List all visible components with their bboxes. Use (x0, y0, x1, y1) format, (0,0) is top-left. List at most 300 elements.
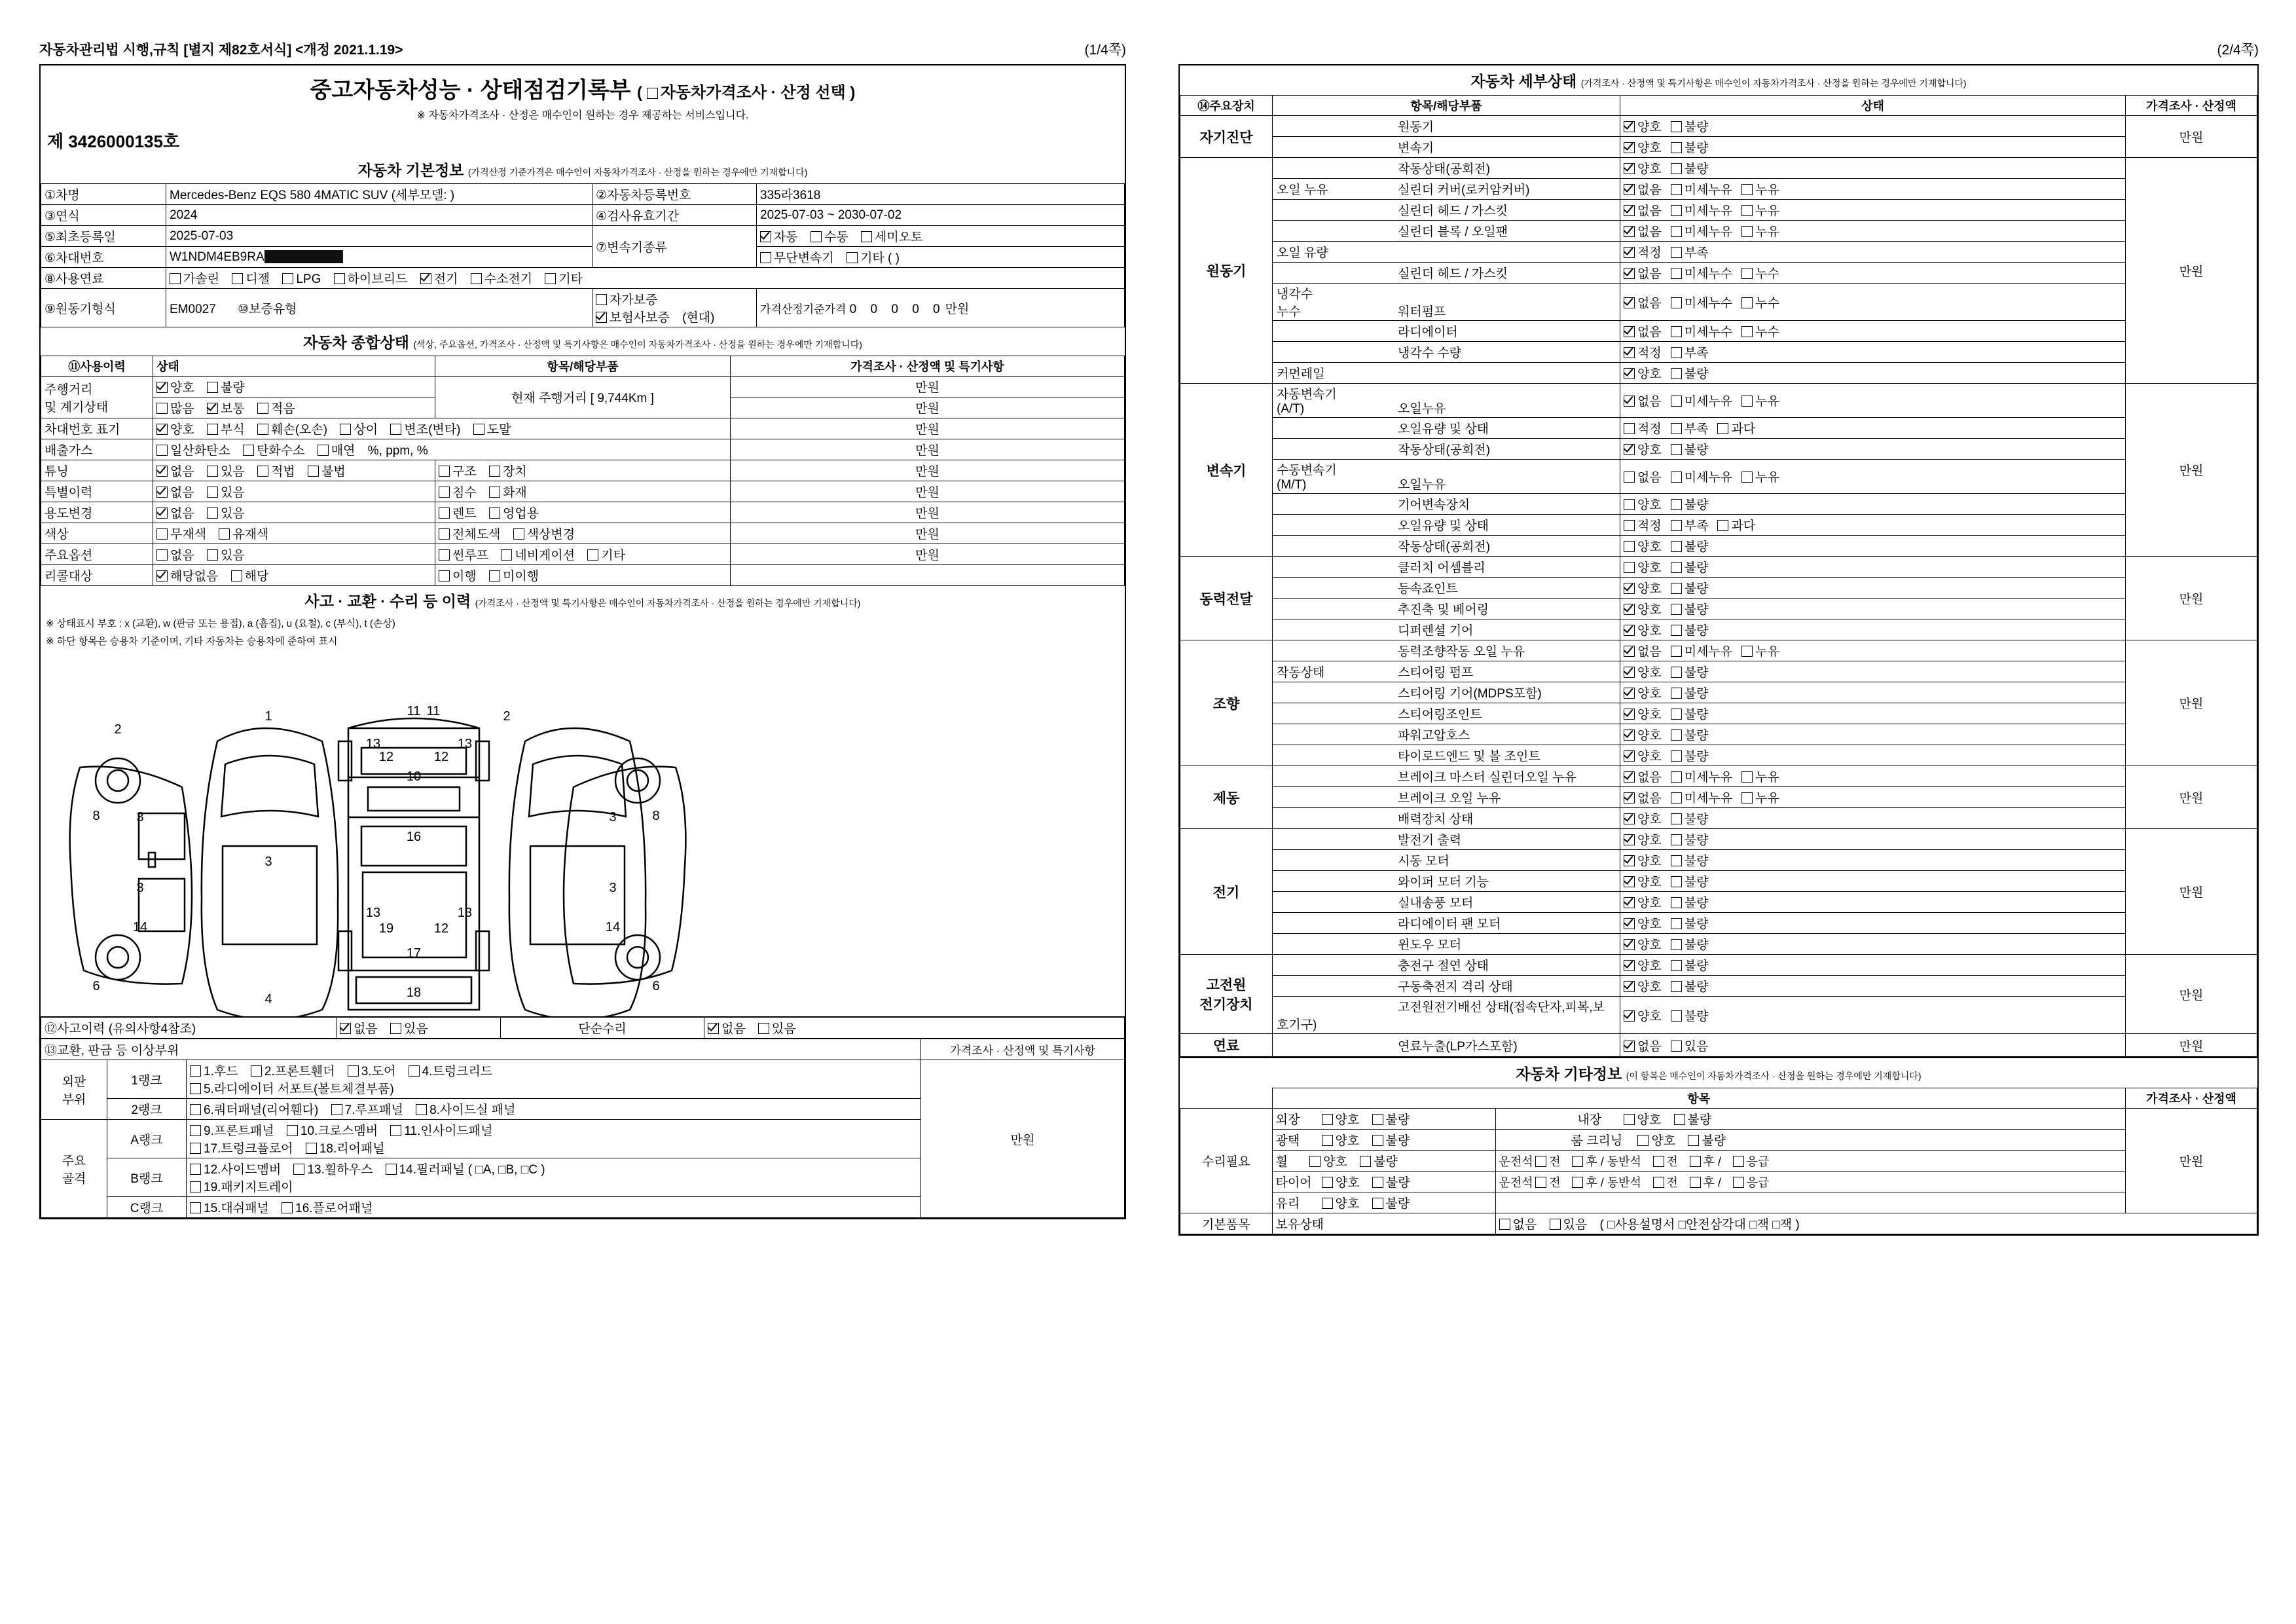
checkbox[interactable] (156, 487, 168, 498)
checkbox[interactable] (1322, 1135, 1333, 1146)
checkbox[interactable] (1733, 1156, 1744, 1167)
checkbox[interactable] (596, 294, 607, 305)
state-option[interactable]: 양호 (1624, 579, 1662, 597)
checkbox[interactable] (1671, 709, 1682, 720)
state-option[interactable]: 불량 (1671, 935, 1709, 953)
checkbox[interactable] (1624, 499, 1635, 510)
state-option[interactable]: 불량 (1671, 495, 1709, 513)
mileage-few[interactable]: 적음 (257, 399, 295, 416)
checkbox[interactable] (207, 403, 218, 414)
checkbox[interactable] (416, 1104, 427, 1115)
checkbox[interactable] (207, 549, 218, 561)
checkbox[interactable] (513, 528, 524, 540)
wheel-bad[interactable]: 불량 (1360, 1152, 1398, 1170)
part-side-sill[interactable]: 8.사이드실 패널 (416, 1100, 515, 1118)
part-door[interactable]: 3.도어 (348, 1061, 396, 1079)
special-flood[interactable]: 침수 (439, 483, 477, 500)
checkbox[interactable] (190, 1202, 201, 1213)
wheel-good[interactable]: 양호 (1309, 1152, 1347, 1170)
wheel-rear-2[interactable]: 후 / (1690, 1153, 1721, 1170)
checkbox[interactable] (1624, 939, 1635, 950)
checkbox[interactable] (1741, 471, 1753, 483)
checkbox[interactable] (489, 507, 500, 519)
state-option[interactable]: 미세누유 (1671, 201, 1732, 219)
checkbox[interactable] (156, 382, 168, 393)
recall-not-done[interactable]: 미이행 (489, 566, 539, 584)
state-option[interactable]: 누유 (1741, 468, 1779, 485)
checkbox[interactable] (1653, 1156, 1664, 1167)
part-package-tray[interactable]: 19.패키지트레이 (190, 1177, 293, 1195)
state-option[interactable]: 누수 (1741, 293, 1779, 311)
state-option[interactable]: 양호 (1624, 364, 1662, 382)
checkbox[interactable] (1624, 184, 1635, 195)
state-option[interactable]: 불량 (1671, 851, 1709, 869)
state-option[interactable]: 양호 (1624, 914, 1662, 932)
state-option[interactable]: 불량 (1671, 663, 1709, 680)
wheel-spare[interactable]: 응급 (1733, 1153, 1770, 1170)
state-option[interactable]: 양호 (1624, 747, 1662, 764)
checkbox[interactable] (1624, 981, 1635, 992)
checkbox[interactable] (386, 1164, 397, 1175)
cleaning-bad[interactable]: 불량 (1688, 1131, 1726, 1149)
checkbox[interactable] (439, 528, 450, 540)
checkbox[interactable] (190, 1065, 201, 1077)
checkbox[interactable] (1671, 960, 1682, 971)
state-option[interactable]: 누유 (1741, 767, 1779, 785)
checkbox[interactable] (760, 231, 771, 242)
part-side-member[interactable]: 12.사이드멤버 (190, 1160, 281, 1177)
state-option[interactable]: 불량 (1671, 726, 1709, 743)
checkbox[interactable] (156, 424, 168, 435)
state-option[interactable]: 없음 (1624, 180, 1662, 198)
checkbox[interactable] (1671, 876, 1682, 887)
checkbox[interactable] (1671, 939, 1682, 950)
usage-none[interactable]: 없음 (156, 504, 194, 521)
state-option[interactable]: 누유 (1741, 201, 1779, 219)
checkbox[interactable] (1624, 750, 1635, 762)
state-option[interactable]: 부족 (1671, 516, 1709, 534)
simple-yes[interactable]: 있음 (758, 1019, 796, 1037)
state-option[interactable]: 누유 (1741, 222, 1779, 240)
checkbox[interactable] (1671, 813, 1682, 824)
checkbox[interactable] (1535, 1177, 1546, 1188)
checkbox[interactable] (232, 273, 243, 284)
checkbox[interactable] (420, 273, 431, 284)
trans-opt-auto[interactable]: 자동 (760, 227, 798, 245)
state-option[interactable]: 없음 (1624, 293, 1662, 311)
checkbox[interactable] (1671, 981, 1682, 992)
vin-altered[interactable]: 변조(변타) (390, 420, 460, 437)
checkbox[interactable] (1671, 142, 1682, 153)
checkbox[interactable] (1624, 688, 1635, 699)
option-none[interactable]: 없음 (156, 545, 194, 563)
tire-front-2[interactable]: 전 (1653, 1173, 1678, 1190)
checkbox[interactable] (1624, 163, 1635, 174)
usage-business[interactable]: 영업용 (489, 504, 539, 521)
checkbox[interactable] (1671, 897, 1682, 908)
tuning-structure[interactable]: 구조 (439, 462, 477, 479)
state-option[interactable]: 적정 (1624, 516, 1662, 534)
checkbox[interactable] (207, 466, 218, 477)
state-option[interactable]: 있음 (1671, 1037, 1709, 1054)
checkbox[interactable] (1624, 960, 1635, 971)
state-option[interactable]: 미세누유 (1671, 222, 1732, 240)
state-option[interactable]: 없음 (1624, 642, 1662, 659)
state-option[interactable]: 미세누유 (1671, 788, 1732, 806)
warranty-opt-self[interactable]: 자가보증 (596, 290, 657, 308)
state-option[interactable]: 양호 (1624, 663, 1662, 680)
checkbox[interactable] (1671, 520, 1682, 531)
fuel-opt-other[interactable]: 기타 (545, 269, 583, 287)
state-option[interactable]: 불량 (1671, 956, 1709, 974)
exterior-bad[interactable]: 불량 (1372, 1110, 1410, 1128)
checkbox[interactable] (489, 466, 500, 477)
checkbox[interactable] (207, 507, 218, 519)
checkbox[interactable] (1741, 792, 1753, 803)
checkbox[interactable] (1671, 423, 1682, 434)
tuning-illegal[interactable]: 불법 (308, 462, 346, 479)
state-option[interactable]: 없음 (1624, 201, 1662, 219)
checkbox[interactable] (1572, 1177, 1583, 1188)
checkbox[interactable] (293, 1164, 304, 1175)
state-option[interactable]: 미세누유 (1671, 392, 1732, 409)
checkbox[interactable] (1624, 1041, 1635, 1052)
checkbox[interactable] (1624, 876, 1635, 887)
checkbox[interactable] (1624, 205, 1635, 216)
trans-opt-cvt[interactable]: 무단변속기 (760, 248, 834, 266)
color-full-paint[interactable]: 전체도색 (439, 525, 500, 542)
checkbox[interactable] (1671, 163, 1682, 174)
checkbox[interactable] (1671, 646, 1682, 657)
state-option[interactable]: 양호 (1624, 495, 1662, 513)
checkbox[interactable] (1690, 1156, 1701, 1167)
checkbox[interactable] (439, 466, 450, 477)
checkbox[interactable] (207, 382, 218, 393)
wheel-front-2[interactable]: 전 (1653, 1153, 1678, 1170)
tuning-none[interactable]: 없음 (156, 462, 194, 479)
checkbox[interactable] (257, 424, 268, 435)
trans-opt-semiauto[interactable]: 세미오토 (861, 227, 922, 245)
checkbox[interactable] (1671, 184, 1682, 195)
checkbox[interactable] (1322, 1114, 1333, 1125)
checkbox[interactable] (207, 487, 218, 498)
mileage-normal[interactable]: 보통 (207, 399, 245, 416)
tire-rear[interactable]: 후 / 동반석 (1572, 1173, 1641, 1190)
fuel-opt-hydrogen[interactable]: 수소전기 (471, 269, 532, 287)
wheel-rear[interactable]: 후 / 동반석 (1572, 1153, 1641, 1170)
state-option[interactable]: 부족 (1671, 343, 1709, 361)
glass-bad[interactable]: 불량 (1372, 1194, 1410, 1211)
checkbox[interactable] (1671, 771, 1682, 783)
checkbox[interactable] (1741, 326, 1753, 337)
checkbox[interactable] (1741, 184, 1753, 195)
checkbox[interactable] (1671, 688, 1682, 699)
state-option[interactable]: 적정 (1624, 343, 1662, 361)
checkbox[interactable] (1624, 918, 1635, 929)
checkbox[interactable] (1671, 205, 1682, 216)
state-option[interactable]: 미세누수 (1671, 264, 1732, 282)
state-option[interactable]: 적정 (1624, 243, 1662, 261)
state-option[interactable]: 누유 (1741, 392, 1779, 409)
checkbox[interactable] (257, 403, 268, 414)
state-option[interactable]: 없음 (1624, 788, 1662, 806)
checkbox[interactable] (282, 273, 293, 284)
checkbox[interactable] (1624, 834, 1635, 845)
state-option[interactable]: 양호 (1624, 159, 1662, 177)
checkbox[interactable] (1671, 750, 1682, 762)
checkbox[interactable] (156, 549, 168, 561)
state-option[interactable]: 양호 (1624, 956, 1662, 974)
checkbox[interactable] (1624, 396, 1635, 407)
checkbox[interactable] (1741, 646, 1753, 657)
checkbox[interactable] (587, 549, 598, 561)
part-inside-panel[interactable]: 11.인사이드패널 (390, 1121, 492, 1139)
checkbox[interactable] (473, 424, 484, 435)
state-option[interactable]: 불량 (1671, 537, 1709, 555)
emission-smoke[interactable]: 매연 (318, 441, 355, 458)
checkbox[interactable] (1733, 1177, 1744, 1188)
checkbox[interactable] (1671, 499, 1682, 510)
color-metal[interactable]: 유재색 (219, 525, 268, 542)
cleaning-good[interactable]: 양호 (1637, 1131, 1675, 1149)
state-option[interactable]: 양호 (1624, 1006, 1662, 1024)
wheel-front[interactable]: 전 (1535, 1153, 1560, 1170)
vin-erased[interactable]: 도말 (473, 420, 511, 437)
tire-front[interactable]: 전 (1535, 1173, 1560, 1190)
checkbox[interactable] (251, 1065, 262, 1077)
checkbox[interactable] (1671, 444, 1682, 455)
state-option[interactable]: 불량 (1671, 872, 1709, 890)
checkbox[interactable] (156, 528, 168, 540)
checkbox[interactable] (1372, 1135, 1383, 1146)
state-option[interactable]: 누수 (1741, 264, 1779, 282)
checkbox[interactable] (306, 1143, 317, 1154)
checkbox[interactable] (439, 507, 450, 519)
checkbox[interactable] (1624, 368, 1635, 379)
state-option[interactable]: 양호 (1624, 893, 1662, 911)
checkbox[interactable] (190, 1083, 201, 1094)
state-option[interactable]: 누유 (1741, 180, 1779, 198)
state-option[interactable]: 없음 (1624, 1037, 1662, 1054)
state-option[interactable]: 과다 (1717, 419, 1755, 437)
fuel-opt-hybrid[interactable]: 하이브리드 (334, 269, 408, 287)
checkbox[interactable] (1671, 368, 1682, 379)
checkbox[interactable] (207, 424, 218, 435)
color-changed[interactable]: 색상변경 (513, 525, 575, 542)
state-option[interactable]: 불량 (1671, 558, 1709, 576)
checkbox[interactable] (1653, 1177, 1664, 1188)
tire-bad[interactable]: 불량 (1372, 1173, 1410, 1190)
checkbox[interactable] (1671, 562, 1682, 573)
checkbox[interactable] (1624, 729, 1635, 741)
state-option[interactable]: 불량 (1671, 684, 1709, 701)
checkbox[interactable] (1741, 771, 1753, 783)
basic-none[interactable]: 없음 (1499, 1215, 1537, 1232)
checkbox[interactable] (1624, 520, 1635, 531)
simple-none[interactable]: 없음 (708, 1019, 746, 1037)
checkbox[interactable] (243, 445, 254, 456)
interior-good[interactable]: 양호 (1624, 1110, 1662, 1128)
state-option[interactable]: 없음 (1624, 468, 1662, 485)
option-sunroof[interactable]: 썬루프 (439, 545, 488, 563)
checkbox[interactable] (1671, 247, 1682, 258)
state-option[interactable]: 미세누수 (1671, 293, 1732, 311)
checkbox[interactable] (1690, 1177, 1701, 1188)
checkbox[interactable] (1688, 1135, 1699, 1146)
tuning-device[interactable]: 장치 (489, 462, 527, 479)
checkbox[interactable] (1717, 423, 1728, 434)
checkbox[interactable] (1624, 1010, 1635, 1022)
checkbox[interactable] (1717, 520, 1728, 531)
checkbox[interactable] (390, 424, 401, 435)
part-front-panel[interactable]: 9.프론트패널 (190, 1121, 274, 1139)
state-option[interactable]: 양호 (1624, 684, 1662, 701)
checkbox[interactable] (1372, 1198, 1383, 1209)
checkbox[interactable] (190, 1104, 201, 1115)
checkbox[interactable] (1624, 326, 1635, 337)
checkbox[interactable] (308, 466, 319, 477)
tire-spare[interactable]: 응급 (1733, 1173, 1770, 1190)
state-option[interactable]: 불량 (1671, 621, 1709, 638)
checkbox[interactable] (1624, 625, 1635, 636)
state-option[interactable]: 누유 (1741, 642, 1779, 659)
checkbox[interactable] (190, 1181, 201, 1192)
state-option[interactable]: 불량 (1671, 364, 1709, 382)
checkbox[interactable] (1671, 667, 1682, 678)
vin-good[interactable]: 양호 (156, 420, 194, 437)
checkbox[interactable] (1322, 1177, 1333, 1188)
tuning-yes[interactable]: 있음 (207, 462, 245, 479)
checkbox[interactable] (847, 252, 858, 263)
checkbox[interactable] (1637, 1135, 1649, 1146)
checkbox[interactable] (439, 487, 450, 498)
state-option[interactable]: 불량 (1671, 747, 1709, 764)
checkbox[interactable] (1624, 226, 1635, 237)
checkbox[interactable] (390, 1023, 401, 1034)
color-plain[interactable]: 무재색 (156, 525, 206, 542)
state-option[interactable]: 양호 (1624, 726, 1662, 743)
state-option[interactable]: 양호 (1624, 558, 1662, 576)
checkbox[interactable] (156, 466, 168, 477)
checkbox[interactable] (1671, 268, 1682, 279)
polish-bad[interactable]: 불량 (1372, 1131, 1410, 1149)
special-yes[interactable]: 있음 (207, 483, 245, 500)
checkbox[interactable] (758, 1023, 769, 1034)
state-option[interactable]: 불량 (1671, 440, 1709, 458)
checkbox[interactable] (1572, 1156, 1583, 1167)
state-option[interactable]: 적정 (1624, 419, 1662, 437)
checkbox[interactable] (1624, 121, 1635, 132)
fuel-opt-diesel[interactable]: 디젤 (232, 269, 270, 287)
checkbox[interactable] (1671, 541, 1682, 552)
checkbox[interactable] (439, 549, 450, 561)
state-option[interactable]: 불량 (1671, 1006, 1709, 1024)
checkbox[interactable] (708, 1023, 719, 1034)
part-hood[interactable]: 1.후드 (190, 1061, 238, 1079)
part-trunk-lid[interactable]: 4.트렁크리드 (409, 1061, 493, 1079)
special-fire[interactable]: 화재 (489, 483, 527, 500)
part-quarter-panel[interactable]: 6.쿼터패널(리어휀다) (190, 1100, 318, 1118)
state-option[interactable]: 불량 (1671, 117, 1709, 135)
state-option[interactable]: 미세누수 (1671, 322, 1732, 340)
mileage-many[interactable]: 많음 (156, 399, 194, 416)
checkbox[interactable] (1499, 1219, 1510, 1230)
tuning-legal[interactable]: 적법 (257, 462, 295, 479)
accident-none[interactable]: 없음 (340, 1019, 378, 1037)
checkbox[interactable] (1322, 1198, 1333, 1209)
emission-co[interactable]: 일산화탄소 (156, 441, 230, 458)
mileage-bad[interactable]: 불량 (207, 378, 245, 396)
checkbox[interactable] (1671, 625, 1682, 636)
checkbox[interactable] (1671, 226, 1682, 237)
part-floor-panel[interactable]: 16.플로어패널 (282, 1198, 373, 1216)
recall-yes[interactable]: 해당 (231, 566, 269, 584)
checkbox[interactable] (1671, 396, 1682, 407)
state-option[interactable]: 불량 (1671, 809, 1709, 827)
checkbox[interactable] (1624, 1114, 1635, 1125)
checkbox[interactable] (1550, 1219, 1561, 1230)
checkbox[interactable] (318, 445, 329, 456)
recall-na[interactable]: 해당없음 (156, 566, 218, 584)
checkbox[interactable] (1624, 855, 1635, 866)
checkbox[interactable] (1671, 1010, 1682, 1022)
checkbox[interactable] (231, 570, 242, 581)
state-option[interactable]: 누유 (1741, 788, 1779, 806)
state-option[interactable]: 양호 (1624, 809, 1662, 827)
checkbox[interactable] (1741, 297, 1753, 308)
state-option[interactable]: 불량 (1671, 914, 1709, 932)
state-option[interactable]: 양호 (1624, 705, 1662, 722)
checkbox[interactable] (1741, 205, 1753, 216)
part-pillar-panel[interactable]: 14.필러패널 ( □A, □B, □C ) (386, 1160, 545, 1177)
recall-done[interactable]: 이행 (439, 566, 477, 584)
checkbox[interactable] (287, 1125, 298, 1136)
vin-damage[interactable]: 훼손(오손) (257, 420, 327, 437)
checkbox[interactable] (1671, 1041, 1682, 1052)
checkbox[interactable] (156, 507, 168, 519)
checkbox[interactable] (1671, 121, 1682, 132)
checkbox[interactable] (219, 528, 230, 540)
part-wheel-house[interactable]: 13.휠하우스 (293, 1160, 373, 1177)
checkbox[interactable] (811, 231, 822, 242)
state-option[interactable]: 과다 (1717, 516, 1755, 534)
emission-hc[interactable]: 탄화수소 (243, 441, 304, 458)
checkbox[interactable] (409, 1065, 420, 1077)
part-dash-panel[interactable]: 15.대쉬패널 (190, 1198, 269, 1216)
checkbox[interactable] (1741, 226, 1753, 237)
checkbox[interactable] (1671, 918, 1682, 929)
checkbox[interactable] (1624, 897, 1635, 908)
checkbox[interactable] (190, 1143, 201, 1154)
part-radiator-support[interactable]: 5.라디에이터 서포트(볼트체결부품) (190, 1079, 394, 1097)
checkbox[interactable] (501, 549, 512, 561)
option-yes[interactable]: 있음 (207, 545, 245, 563)
state-option[interactable]: 부족 (1671, 243, 1709, 261)
checkbox[interactable] (334, 273, 345, 284)
trans-opt-manual[interactable]: 수동 (811, 227, 848, 245)
state-option[interactable]: 없음 (1624, 767, 1662, 785)
vin-corrosion[interactable]: 부식 (207, 420, 245, 437)
checkbox[interactable] (439, 570, 450, 581)
state-option[interactable]: 없음 (1624, 392, 1662, 409)
part-rear-panel[interactable]: 18.리어패널 (306, 1139, 385, 1156)
checkbox[interactable] (1671, 326, 1682, 337)
checkbox[interactable] (1624, 771, 1635, 783)
accident-yes[interactable]: 있음 (390, 1019, 428, 1037)
state-option[interactable]: 불량 (1671, 977, 1709, 995)
checkbox[interactable] (348, 1065, 359, 1077)
state-option[interactable]: 미세누유 (1671, 468, 1732, 485)
